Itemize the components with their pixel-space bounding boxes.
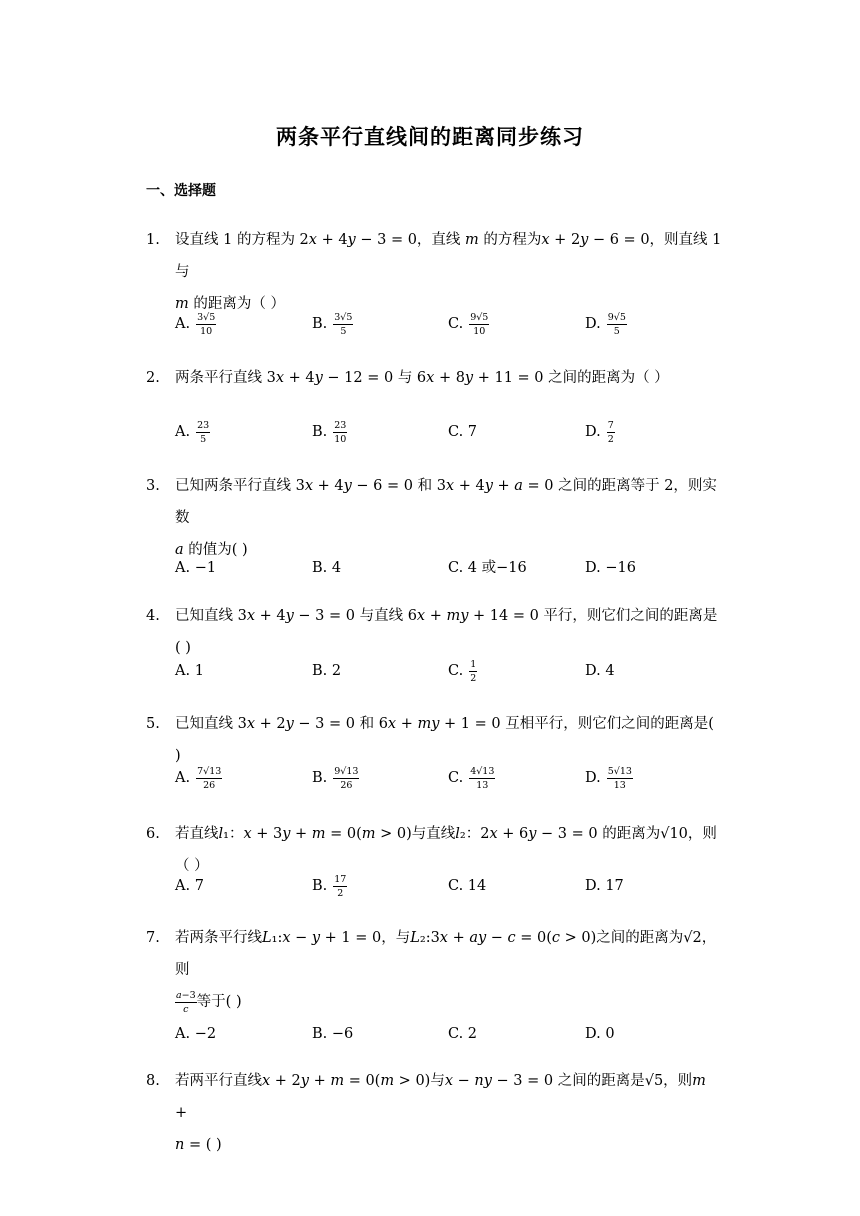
page-title: 两条平行直线间的距离同步练习 bbox=[276, 125, 584, 149]
option-label: A. bbox=[175, 424, 191, 440]
question-number: 1. bbox=[146, 232, 160, 248]
fraction-denominator: 2 bbox=[607, 433, 614, 445]
option-label: A. bbox=[175, 770, 191, 786]
option-value: 4 bbox=[327, 560, 342, 576]
option-b[interactable] bbox=[312, 416, 347, 448]
fraction-numerator: 𝑎−3 bbox=[176, 989, 196, 1001]
fraction-numerator: 1 bbox=[470, 658, 477, 670]
option-label: C. bbox=[448, 316, 464, 332]
option-fraction bbox=[333, 312, 353, 337]
fraction-numerator: 3√5 bbox=[334, 311, 353, 323]
question-line: 设直线 1 的方程为 2𝑥 + 4𝑦 − 3 = 0，直线 𝑚 的方程为𝑥 + 2𝑦 − 6 = 0，则直线 1 与 bbox=[175, 232, 722, 280]
option-label: A. bbox=[175, 560, 191, 576]
option-label: B. bbox=[312, 424, 328, 440]
question-text bbox=[175, 362, 722, 394]
option-d[interactable] bbox=[585, 655, 615, 687]
question-item bbox=[146, 362, 722, 394]
option-a[interactable] bbox=[175, 416, 210, 448]
option-label: D. bbox=[585, 424, 601, 440]
question-number: 3. bbox=[146, 478, 160, 494]
option-a[interactable] bbox=[175, 552, 216, 584]
question-number: 6. bbox=[146, 826, 160, 842]
option-fraction bbox=[333, 420, 347, 445]
option-c[interactable] bbox=[448, 416, 477, 448]
fraction-denominator: 26 bbox=[340, 779, 353, 791]
fraction-denominator: 26 bbox=[203, 779, 216, 791]
question-line: 已知直线 3𝑥 + 4𝑦 − 3 = 0 与直线 6𝑥 + 𝑚𝑦 + 14 = 0 平行，则它们之间的距离是( ) bbox=[175, 608, 718, 656]
question-line: 若两平行直线𝑥 + 2𝑦 + 𝑚 = 0(𝑚 > 0)与𝑥 − 𝑛𝑦 − 3 = 0 之间的距离是√5，则𝑚 + bbox=[175, 1073, 706, 1121]
option-value: −2 bbox=[190, 1026, 217, 1042]
option-a[interactable] bbox=[175, 870, 204, 902]
option-a[interactable] bbox=[175, 1018, 216, 1050]
option-b[interactable] bbox=[312, 655, 341, 687]
option-label: B. bbox=[312, 770, 328, 786]
question-item bbox=[146, 922, 722, 1018]
option-label: A. bbox=[175, 663, 191, 679]
fraction-denominator: 13 bbox=[613, 779, 626, 791]
fraction-numerator: 23 bbox=[197, 419, 210, 431]
option-d[interactable] bbox=[585, 308, 627, 340]
option-value: 4 bbox=[600, 663, 615, 679]
option-label: D. bbox=[585, 1026, 601, 1042]
options-row bbox=[175, 762, 735, 794]
option-value: −1 bbox=[190, 560, 217, 576]
fraction-denominator: 10 bbox=[473, 325, 486, 337]
options-row bbox=[175, 416, 735, 448]
option-value: 17 bbox=[600, 878, 624, 894]
option-c[interactable] bbox=[448, 655, 477, 687]
option-value: 14 bbox=[463, 878, 487, 894]
fraction-numerator: 23 bbox=[334, 419, 347, 431]
option-label: A. bbox=[175, 1026, 191, 1042]
option-a[interactable] bbox=[175, 308, 216, 340]
option-fraction bbox=[196, 766, 222, 791]
fraction-denominator: 2 bbox=[337, 887, 344, 899]
fraction-numerator: 7 bbox=[607, 419, 614, 431]
option-label: C. bbox=[448, 663, 464, 679]
question-line: 𝑛 = ( ) bbox=[175, 1137, 222, 1153]
option-label: D. bbox=[585, 770, 601, 786]
option-b[interactable] bbox=[312, 870, 347, 902]
option-fraction bbox=[196, 312, 216, 337]
question-number: 7. bbox=[146, 930, 160, 946]
fraction-numerator: 5√13 bbox=[607, 765, 632, 777]
option-fraction bbox=[333, 874, 347, 899]
option-label: D. bbox=[585, 878, 601, 894]
option-c[interactable] bbox=[448, 552, 527, 584]
fraction-numerator: 9√13 bbox=[334, 765, 359, 777]
question-line: 两条平行直线 3𝑥 + 4𝑦 − 12 = 0 与 6𝑥 + 8𝑦 + 11 = 0 之间的距离为（ ） bbox=[175, 370, 669, 386]
option-c[interactable] bbox=[448, 308, 489, 340]
fraction-denominator: 5 bbox=[613, 325, 620, 337]
option-d[interactable] bbox=[585, 870, 624, 902]
options-row bbox=[175, 1018, 735, 1050]
option-value: 1 bbox=[190, 663, 204, 679]
option-label: B. bbox=[312, 1026, 328, 1042]
option-label: B. bbox=[312, 560, 328, 576]
option-value: 7 bbox=[190, 878, 204, 894]
question-line bbox=[175, 986, 722, 1018]
option-a[interactable] bbox=[175, 655, 204, 687]
question-text bbox=[175, 922, 722, 1018]
option-label: B. bbox=[312, 663, 328, 679]
option-label: D. bbox=[585, 560, 601, 576]
question-line: 已知直线 3𝑥 + 2𝑦 − 3 = 0 和 6𝑥 + 𝑚𝑦 + 1 = 0 互相平行，则它们之间的距离是( ) bbox=[175, 716, 714, 764]
question-text bbox=[175, 224, 722, 320]
option-value: 2 bbox=[463, 1026, 478, 1042]
option-b[interactable] bbox=[312, 552, 341, 584]
question-line: 若直线𝑙₁：𝑥 + 3𝑦 + 𝑚 = 0(𝑚 > 0)与直线𝑙₂：2𝑥 + 6𝑦 − 3 = 0 的距离为√10，则（ ） bbox=[175, 826, 717, 874]
question-text bbox=[175, 1065, 722, 1161]
option-fraction bbox=[469, 312, 489, 337]
option-label: B. bbox=[312, 316, 328, 332]
question-line: 𝑚 的距离为（ ） bbox=[175, 296, 285, 312]
question-line: 若两条平行线𝐿₁:𝑥 − 𝑦 + 1 = 0，与𝐿₂:3𝑥 + 𝑎𝑦 − 𝑐 = 0(𝑐 > 0)之间的距离为√2，则 bbox=[175, 930, 717, 978]
option-label: A. bbox=[175, 316, 191, 332]
options-row bbox=[175, 655, 735, 687]
question-item bbox=[146, 1065, 722, 1161]
option-fraction bbox=[196, 420, 210, 445]
options-row bbox=[175, 552, 735, 584]
option-label: C. bbox=[448, 424, 464, 440]
question-item bbox=[146, 224, 722, 320]
fraction-denominator: 𝑐 bbox=[183, 1003, 189, 1015]
option-label: C. bbox=[448, 770, 464, 786]
option-fraction bbox=[607, 766, 633, 791]
option-value: −16 bbox=[600, 560, 636, 576]
question-number: 2. bbox=[146, 370, 160, 386]
fraction-numerator: 3√5 bbox=[197, 311, 216, 323]
option-fraction bbox=[333, 766, 359, 791]
option-a[interactable] bbox=[175, 762, 222, 794]
option-b[interactable] bbox=[312, 308, 353, 340]
fraction-numerator: 7√13 bbox=[197, 765, 222, 777]
options-row bbox=[175, 308, 735, 340]
line-text: 等于( ) bbox=[196, 994, 242, 1010]
option-fraction bbox=[469, 766, 495, 791]
option-d[interactable] bbox=[585, 416, 615, 448]
fraction-numerator: 9√5 bbox=[470, 311, 489, 323]
option-value: 4 或−16 bbox=[463, 560, 527, 576]
fraction-denominator: 5 bbox=[340, 325, 347, 337]
option-value: 7 bbox=[463, 424, 478, 440]
option-label: D. bbox=[585, 316, 601, 332]
option-label: C. bbox=[448, 1026, 464, 1042]
fraction-denominator: 13 bbox=[476, 779, 489, 791]
option-fraction bbox=[607, 312, 627, 337]
question-line: 已知两条平行直线 3𝑥 + 4𝑦 − 6 = 0 和 3𝑥 + 4𝑦 + 𝑎 = 0 之间的距离等于 2，则实数 bbox=[175, 478, 717, 526]
option-label: D. bbox=[585, 663, 601, 679]
option-d[interactable] bbox=[585, 552, 636, 584]
option-fraction bbox=[469, 659, 477, 684]
fraction-denominator: 2 bbox=[470, 672, 477, 684]
option-value: −6 bbox=[327, 1026, 354, 1042]
option-value: 0 bbox=[600, 1026, 615, 1042]
option-value: 2 bbox=[327, 663, 342, 679]
fraction-denominator: 10 bbox=[334, 433, 347, 445]
option-c[interactable] bbox=[448, 1018, 477, 1050]
option-b[interactable] bbox=[312, 762, 359, 794]
question-number: 8. bbox=[146, 1073, 160, 1089]
section-heading: 一、选择题 bbox=[146, 183, 216, 199]
option-label: C. bbox=[448, 560, 464, 576]
question-number: 4. bbox=[146, 608, 160, 624]
fraction-denominator: 5 bbox=[200, 433, 207, 445]
option-fraction bbox=[607, 420, 615, 445]
option-c[interactable] bbox=[448, 762, 495, 794]
question-line: 𝑎 的值为( ) bbox=[175, 542, 248, 558]
option-b[interactable] bbox=[312, 1018, 353, 1050]
fraction-denominator: 10 bbox=[200, 325, 213, 337]
option-label: C. bbox=[448, 878, 464, 894]
option-label: A. bbox=[175, 878, 191, 894]
fraction-numerator: 9√5 bbox=[607, 311, 626, 323]
option-label: B. bbox=[312, 878, 328, 894]
question-number: 5. bbox=[146, 716, 160, 732]
option-c[interactable] bbox=[448, 870, 486, 902]
fraction-numerator: 17 bbox=[334, 873, 347, 885]
option-d[interactable] bbox=[585, 1018, 615, 1050]
options-row bbox=[175, 870, 735, 902]
fraction-numerator: 4√13 bbox=[470, 765, 495, 777]
option-d[interactable] bbox=[585, 762, 633, 794]
inline-fraction bbox=[175, 990, 197, 1015]
